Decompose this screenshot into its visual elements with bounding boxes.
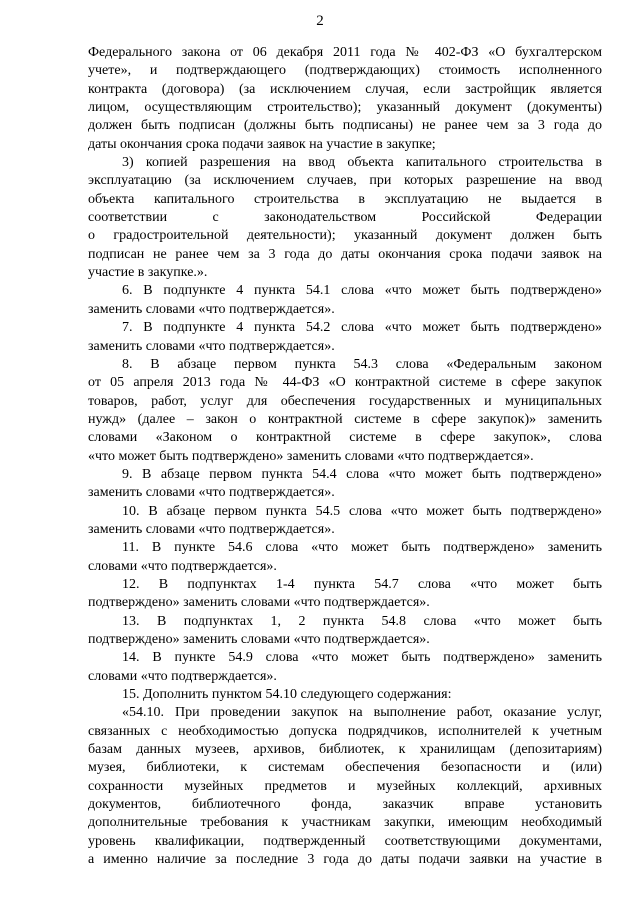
text-line: эксплуатацию (за исключением случаев, при которых разрешение на ввод — [88, 173, 602, 189]
text-line: 8. В абзаце первом пункта 54.3 слова «Федеральным законом — [122, 356, 602, 372]
text-line: 11. В пункте 54.6 слова «что может быть подтверждено» заменить — [122, 540, 602, 556]
text-line: даты окончания срока подачи заявок на участие в закупке; — [88, 136, 436, 152]
text-line: «54.10. При проведении закупок на выполнение работ, оказание услуг, — [122, 705, 602, 721]
text-line: базам данных музеев, архивов, библиотек, к хранилищам (депозитариям) — [88, 742, 602, 758]
text-line: подтверждено» заменить словами «что подтверждается». — [88, 595, 430, 611]
text-line: 15. Дополнить пунктом 54.10 следующего содержания: — [122, 687, 452, 703]
text-line: заменить словами «что подтверждается». — [88, 485, 335, 501]
text-line: уровень квалификации, подтвержденный соответствующими документами, — [88, 833, 602, 849]
text-line: объекта капитального строительства в эксплуатацию не выдается в — [88, 191, 602, 207]
document-body — [88, 44, 602, 869]
text-line: 12. В подпунктах 1-4 пункта 54.7 слова «что может быть — [122, 576, 602, 592]
text-line: музея, библиотеки, к системам обеспечения безопасности и (или) — [88, 760, 602, 776]
text-line: участие в закупке.». — [88, 265, 208, 281]
text-line: документов, библиотечного фонда, заказчик вправе установить — [88, 797, 602, 813]
text-line: контракта (договора) (за исключением случая, если застройщик является — [88, 81, 602, 97]
text-line: лицом, осуществляющим строительство); указанный документ (документы) — [88, 100, 602, 116]
text-line: словами «что подтверждается». — [88, 668, 277, 684]
text-line: 10. В абзаце первом пункта 54.5 слова «что может быть подтверждено» — [122, 503, 602, 519]
text-line: 3) копией разрешения на ввод объекта капитального строительства в — [122, 155, 602, 171]
text-line: Федерального закона от 06 декабря 2011 года № 402-ФЗ «О бухгалтерском — [88, 45, 602, 60]
text-line: о градостроительной деятельности); указанный документ должен быть — [88, 228, 602, 244]
text-line: 7. В подпункте 4 пункта 54.2 слова «что может быть подтверждено» — [122, 320, 602, 336]
text-line: словами «Законом о контрактной системе в сфере закупок», слова — [88, 430, 602, 446]
text-line: соответствии с законодательством Российской Федерации — [88, 210, 602, 226]
text-line: 14. В пункте 54.9 слова «что может быть подтверждено» заменить — [122, 650, 602, 666]
text-line: 13. В подпунктах 1, 2 пункта 54.8 слова «что может быть — [122, 613, 602, 629]
text-line: заменить словами «что подтверждается». — [88, 521, 335, 537]
text-line: заменить словами «что подтверждается». — [88, 338, 335, 354]
text-line: 9. В абзаце первом пункта 54.4 слова «что может быть подтверждено» — [122, 466, 602, 482]
text-line: должен быть подписан (должны быть подписаны) не ранее чем за 3 года до — [88, 118, 602, 134]
text-line: дополнительные требования к участникам закупки, имеющим необходимый — [88, 815, 602, 831]
text-line: от 05 апреля 2013 года № 44-ФЗ «О контрактной системе в сфере закупок — [88, 375, 602, 391]
page-number: 2 — [316, 13, 324, 29]
text-line: связанных с необходимостью допуска подрядчиков, исполнителей к учетным — [88, 723, 602, 739]
text-line: учете», и подтверждающего (подтверждающих) стоимость исполненного — [88, 63, 602, 79]
text-line: словами «что подтверждается». — [88, 558, 277, 574]
text-line: заменить словами «что подтверждается». — [88, 301, 335, 317]
text-line: нужд» (далее – закон о контрактной системе в сфере закупок)» заменить — [88, 411, 602, 427]
text-line: подписан не ранее чем за 3 года до даты окончания срока подачи заявок на — [88, 246, 602, 262]
text-line: 6. В подпункте 4 пункта 54.1 слова «что может быть подтверждено» — [122, 283, 602, 299]
text-line: товаров, работ, услуг для обеспечения государственных и муниципальных — [88, 393, 602, 409]
text-line: подтверждено» заменить словами «что подтверждается». — [88, 632, 430, 647]
text-line: сохранности музейных предметов и музейных коллекций, архивных — [88, 778, 602, 794]
text-line: а именно наличие за последние 3 года до даты подачи заявки на участие в — [88, 852, 602, 868]
text-line: «что может быть подтверждено» заменить словами «что подтверждается». — [88, 448, 534, 464]
